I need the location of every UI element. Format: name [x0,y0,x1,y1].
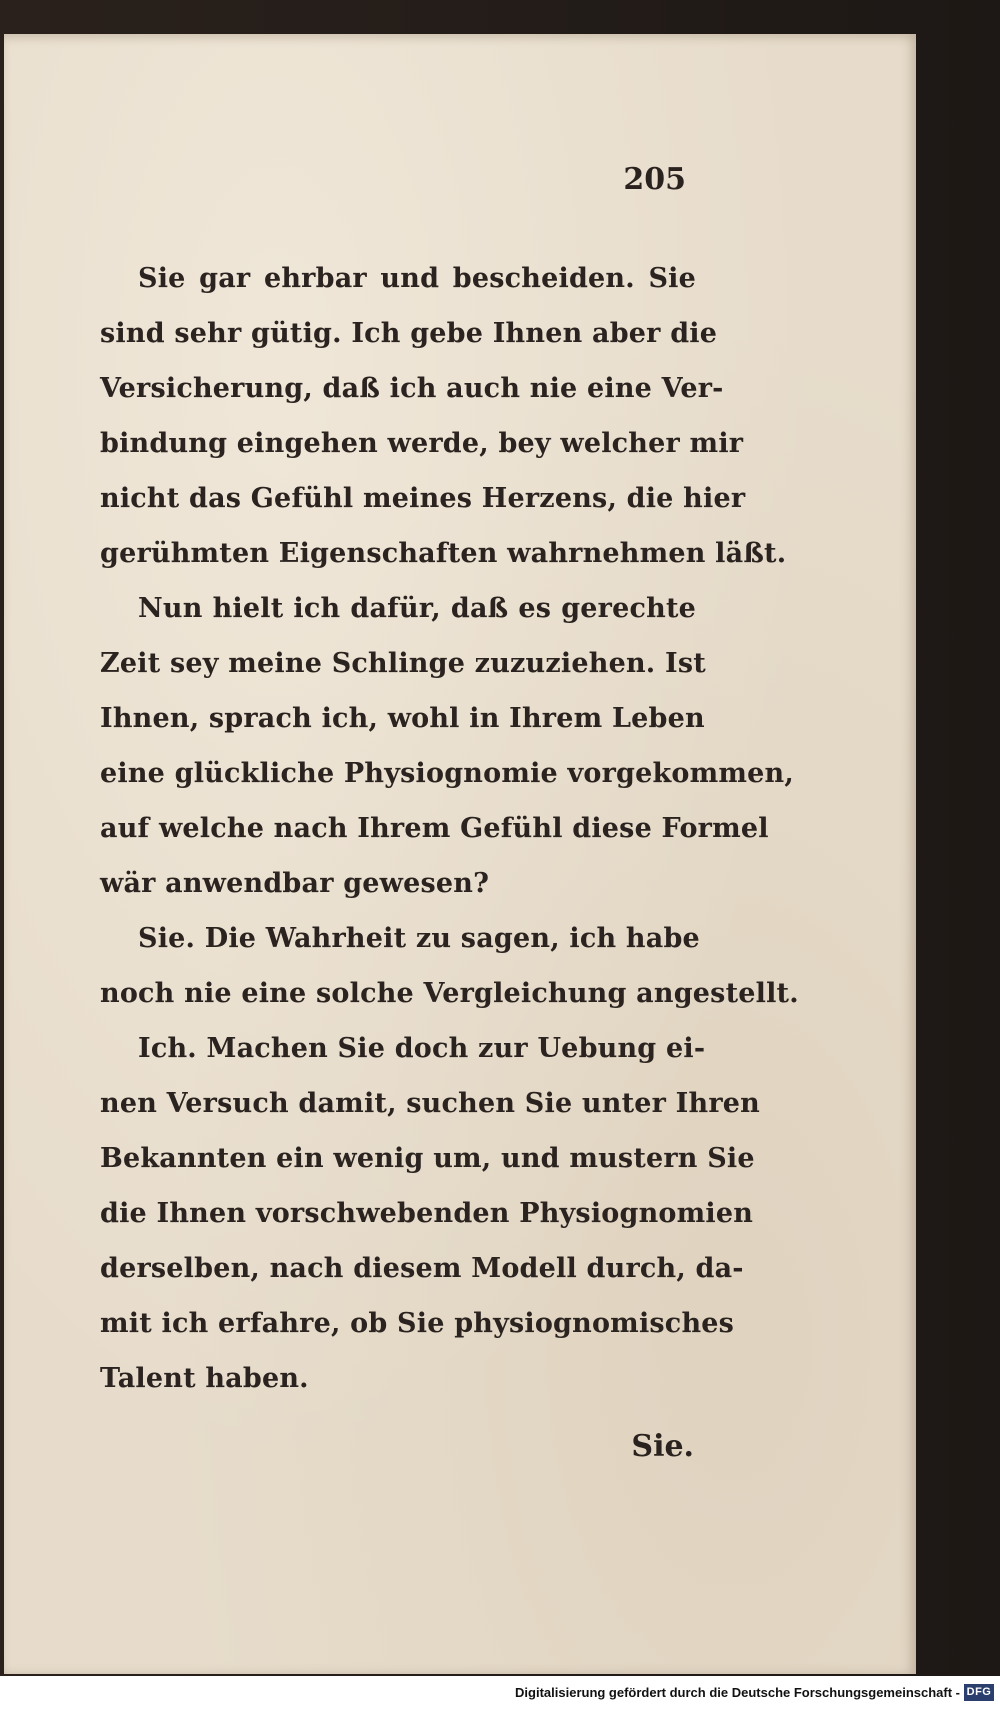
text-line: wär anwendbar gewesen? [100,868,490,899]
text-line: sind sehr gütig. Ich gebe Ihnen aber die [100,318,718,349]
text-line: mit ich erfahre, ob Sie physiognomisches [100,1308,735,1339]
text-line: Ihnen, sprach ich, wohl in Ihrem Leben [100,703,705,734]
text-line: Ich. Machen Sie doch zur Uebung ei- [138,1033,706,1064]
text-line: gerühmten Eigenschaften wahrnehmen läßt. [100,538,787,569]
text-line: Zeit sey meine Schlinge zuzuziehen. Ist [100,648,706,679]
text-line: auf welche nach Ihrem Gefühl diese Formel [100,813,769,844]
text-line: nicht das Gefühl meines Herzens, die hier [100,483,746,514]
text-line: Talent haben. [100,1363,309,1394]
dfg-logo-icon: DFG [964,1684,994,1701]
text-line: Nun hielt ich dafür, daß es gerechte [138,593,696,624]
catchword: Sie. [631,1429,694,1464]
footer-bar [0,1676,1000,1710]
text-line: noch nie eine solche Vergleichung angestellt. [100,978,799,1009]
text-line: nen Versuch damit, suchen Sie unter Ihren [100,1088,760,1119]
text-line: die Ihnen vorschwebenden Physiognomien [100,1198,754,1229]
funding-credit: Digitalisierung gefördert durch die Deutsche Forschungsgemeinschaft - [515,1685,960,1700]
text-line: Sie. Die Wahrheit zu sagen, ich habe [138,923,700,954]
page-number: 205 [623,162,686,197]
text-line: bindung eingehen werde, bey welcher mir [100,428,744,459]
text-line: Bekannten ein wenig um, und mustern Sie [100,1143,755,1174]
text-line: derselben, nach diesem Modell durch, da- [100,1253,744,1284]
text-line: Versicherung, daß ich auch nie eine Ver- [100,373,724,404]
text-line: Sie gar ehrbar und bescheiden. Sie [138,263,696,294]
text-line: eine glückliche Physiognomie vorgekommen, [100,758,794,789]
book-page [4,34,916,1674]
